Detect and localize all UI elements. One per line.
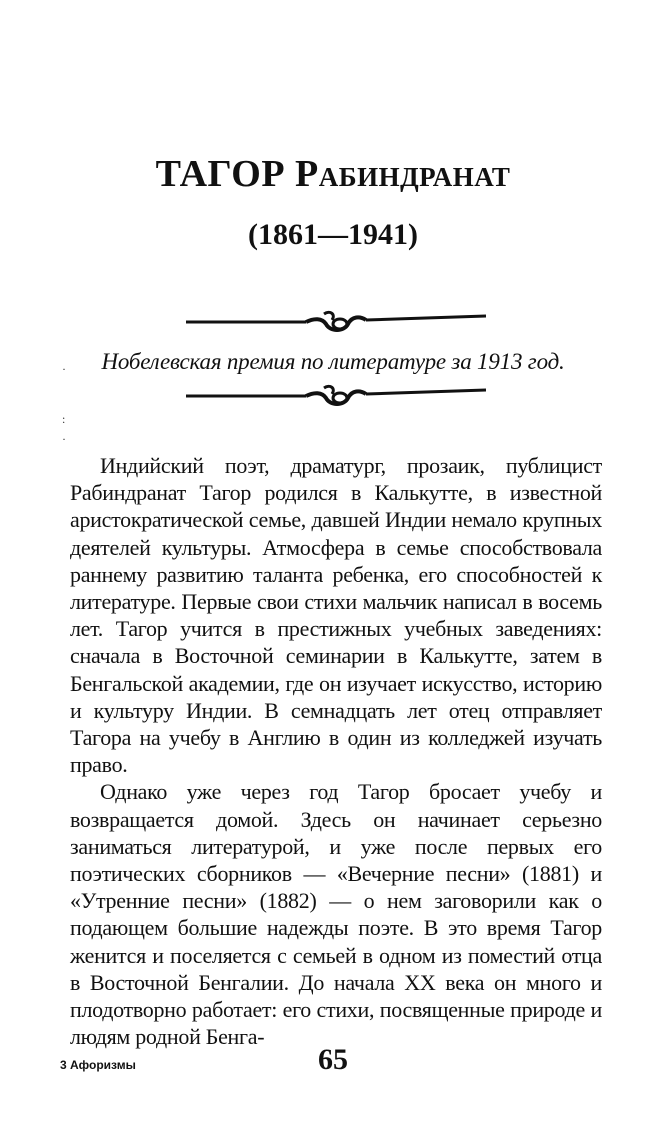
- print-speck: :: [62, 412, 66, 426]
- author-given-name: Рабиндранат: [295, 153, 511, 195]
- printer-signature: 3 Афоризмы: [60, 1058, 136, 1072]
- biography-text: [70, 452, 602, 1050]
- ornament-divider-bottom: [186, 382, 486, 410]
- print-speck: ·: [62, 432, 66, 446]
- paragraph-1: Индийский поэт, драматург, прозаик, публицист Рабиндранат Тагор родился в Калькутте, в известной аристократической семье, давшей Индии немало крупных деятелей культуры. Атмосфера в семье способствовала раннему развитию таланта ребенка, его способностей к литературе. Первые свои стихи мальчик написал в восемь лет. Тагор учится в престижных учебных заведениях: сначала в Восточной семинарии в Калькутте, затем в Бенгальской академии, где он изучает искусство, историю и культуру Индии. В семнадцать лет отец отправляет Тагора на учебу в Англию в один из колледжей изучать право.: [70, 453, 602, 778]
- page-title: [0, 150, 666, 198]
- print-speck: ·: [62, 362, 66, 376]
- ornament-divider-top: [186, 308, 486, 336]
- nobel-prize-line: Нобелевская премия по литературе за 1913 год.: [101, 349, 565, 374]
- author-years: (1861—1941): [248, 218, 418, 251]
- author-surname: ТАГОР: [155, 153, 286, 195]
- page-number: 65: [318, 1043, 348, 1076]
- paragraph-2: Однако уже через год Тагор бросает учебу и возвращается домой. Здесь он начинает серьезно заниматься литературой, и уже после первых его поэтических сборников — «Вечерние песни» (1881) и «Утренние песни» (1882) — о нем заговорили как о подающем большие надежды поэте. В это время Тагор женится и поселяется с семьей в одном из поместий отца в Восточной Бенгалии. До начала XX века он много и плодотворно работает: его стихи, посвященные природе и людям родной Бенга-: [70, 779, 602, 1050]
